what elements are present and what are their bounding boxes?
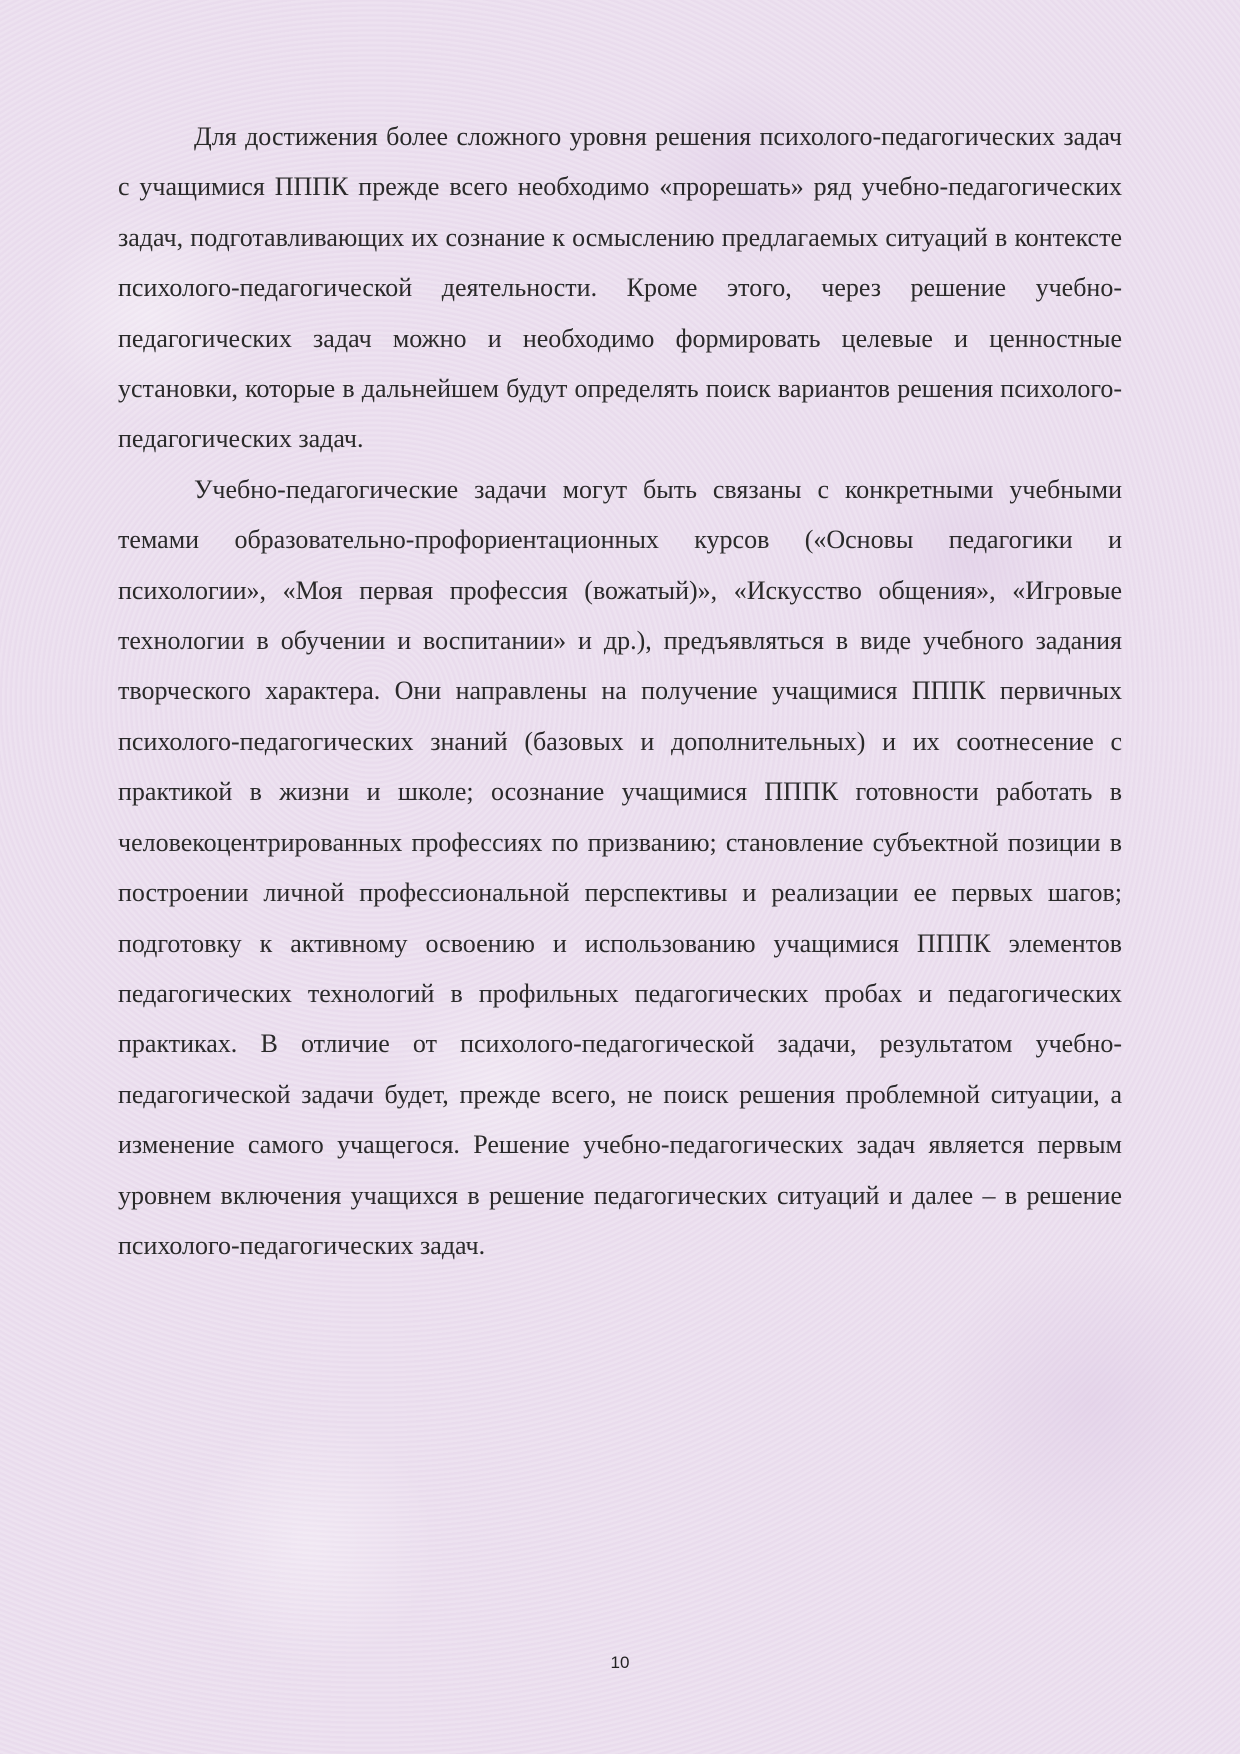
paragraph-2: Учебно-педагогические задачи могут быть связаны с конкретными учебными темами образовательно-профориентационных курсов («Основы педагогики и психологии», «Моя первая профессия (вожатый)», «Искусство общения», «Игровые технологии в обучении и воспитании» и др.), предъявляться в виде учебного задания творческого характера. Они направлены на получение учащимися ПППК первичных психолого-педагогических знаний (базовых и дополнительных) и их соотнесение с практикой в жизни и школе; осознание учащимися ПППК готовности работать в человекоцентрированных профессиях по призванию; становление субъектной позиции в построении личной профессиональной перспективы и реализации ее первых шагов; подготовку к активному освоению и использованию учащимися ПППК элементов педагогических технологий в профильных педагогических пробах и педагогических практиках. В отличие от психолого-педагогической задачи, результатом учебно-педагогической задачи будет, прежде всего, не поиск решения проблемной ситуации, а изменение самого учащегося. Решение учебно-педагогических задач является первым уровнем включения учащихся в решение педагогических ситуаций и далее – в решение психолого-педагогических задач. (118, 474, 1122, 1260)
paragraph-1: Для достижения более сложного уровня решения психолого-педагогических задач с учащимися ПППК прежде всего необходимо «прорешать» ряд учебно-педагогических задач, подготавливающих их сознание к осмыслению предлагаемых ситуаций в контексте психолого-педагогической деятельности. Кроме этого, через решение учебно-педагогических задач можно и необходимо формировать целевые и ценностные установки, которые в дальнейшем будут определять поиск вариантов решения психолого-педагогических задач. (118, 122, 1122, 454)
page-number: 10 (610, 1653, 630, 1672)
body-text (118, 112, 1122, 1271)
